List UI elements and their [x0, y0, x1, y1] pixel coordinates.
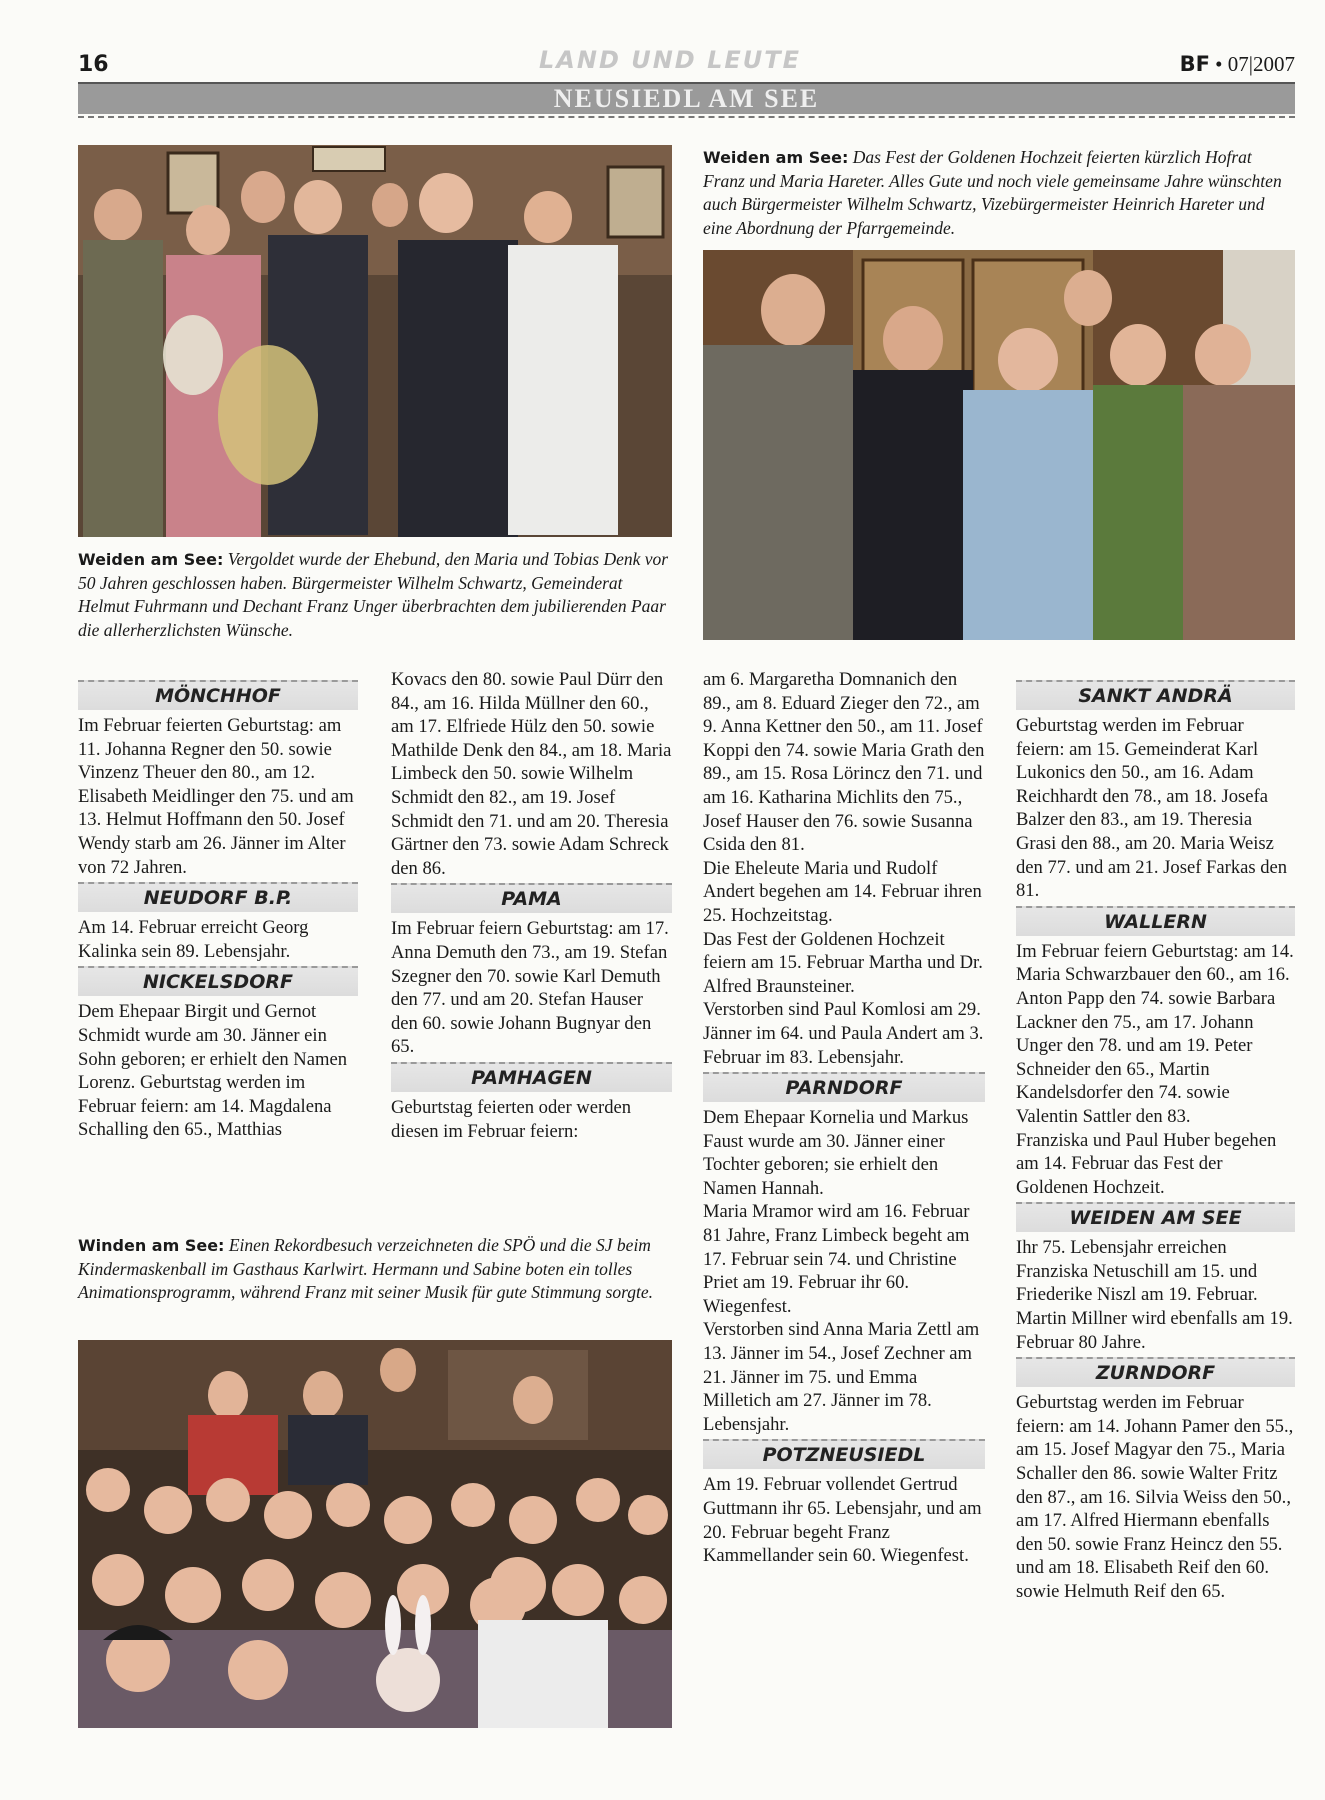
- region-band: [78, 82, 1295, 114]
- heading-moenchhof: MÖNCHHOF: [78, 680, 358, 710]
- header-divider: [78, 116, 1295, 118]
- photo-kindermaskenball: [78, 1340, 672, 1728]
- photo-hareter-golden-wedding: [703, 250, 1295, 640]
- photo-denk-golden-wedding: [78, 145, 672, 537]
- publication-name: BF: [1179, 52, 1210, 76]
- article-potzneusiedl: Am 19. Februar vollendet Gertrud Guttmann ihr 65. Lebensjahr, und am 20. Februar begeht Franz Kammellander sein 60. Wiegenfest.: [703, 1474, 982, 1567]
- section-title: LAND UND LEUTE: [538, 46, 802, 74]
- article-nickelsdorf: Dem Ehepaar Birgit und Gernot Schmidt wurde am 30. Jänner ein Sohn geboren; er erhielt den Namen Lorenz. Geburtstag werden im Februar feiern: am 14. Magdalena Schalling den 65., Matthias: [78, 1001, 348, 1141]
- heading-potzneusiedl: POTZNEUSIEDL: [703, 1439, 985, 1469]
- article-pamhagen-continued-1: am 6. Margaretha Domnanich den 89., am 8. Eduard Zieger den 72., am 9. Anna Kettner den 50., am 11. Josef Koppi den 74. sowie Maria Grath den 89., am 15. Rosa Lörincz den 71. und am 16. Katharina Michlits den 75., Josef Hauser den 76. sowie Susanna Csida den 81.: [703, 669, 985, 856]
- column-4: [1016, 677, 1295, 1604]
- issue-label: BF • 07|2007: [1179, 52, 1295, 76]
- article-wallern-2: Franziska und Paul Huber begehen am 14. Februar das Fest der Goldenen Hochzeit.: [1016, 1129, 1277, 1198]
- article-parndorf-1: Dem Ehepaar Kornelia und Markus Faust wurde am 30. Jänner einer Tochter geboren; sie erhielt den Namen Hannah.: [703, 1107, 969, 1199]
- caption-text: Einen Rekordbesuch verzeichneten die SPÖ und die SJ beim Kindermaskenball im Gasthaus Karlwirt. Hermann und Sabine boten ein tolles Animationsprogramm, während Franz mit seiner Musik für gute Stimmung sorgte.: [78, 1235, 654, 1302]
- heading-sankt-andrae: SANKT ANDRÄ: [1016, 680, 1295, 710]
- caption-text: Vergoldet wurde der Ehebund, den Maria und Tobias Denk vor 50 Jahren geschlossen haben. Bürgermeister Wilhelm Schwartz, Gemeinderat Helmut Fuhrmann und Dechant Franz Unger überbrachten dem jubilierenden Paar die allerherzlichsten Wünsche.: [78, 549, 669, 640]
- article-pamhagen: Geburtstag feierten oder werden diesen im Februar feiern:: [391, 1096, 632, 1142]
- heading-pama: PAMA: [391, 883, 672, 913]
- article-pamhagen-continued-4: Verstorben sind Paul Komlosi am 29. Jänner im 64. und Paula Andert am 3. Februar im 83. Lebensjahr.: [703, 999, 984, 1068]
- issue-number: 07|2007: [1227, 52, 1295, 76]
- article-moenchhof: Im Februar feierten Geburtstag: am 11. Johanna Regner den 50. sowie Vinzenz Theuer den 80., am 12. Elisabeth Meidlinger den 75. und am 13. Helmut Hoffmann den 50. Josef Wendy starb am 26. Jänner im Alter von 72 Jahren.: [78, 715, 354, 878]
- heading-zurndorf: ZURNDORF: [1016, 1357, 1295, 1387]
- article-wallern-1: Im Februar feiern Geburtstag: am 14. Maria Schwarzbauer den 60., am 16. Anton Papp den 74. sowie Barbara Lackner den 75., am 17. Johann Unger den 78. und am 19. Peter Schneider den 65., Martin Kandelsdorfer den 74. sowie Valentin Sattler den 83.: [1016, 940, 1294, 1127]
- column-2: [391, 668, 672, 1143]
- heading-weiden: WEIDEN AM SEE: [1016, 1202, 1295, 1232]
- article-parndorf-3: Verstorben sind Anna Maria Zettl am 13. Jänner im 54., Josef Zechner am 21. Jänner im 75. und Emma Milletich am 27. Jänner im 78. Lebensjahr.: [703, 1319, 980, 1435]
- column-3: [703, 668, 985, 1568]
- caption-text: Das Fest der Goldenen Hochzeit feierten kürzlich Hofrat Franz und Maria Hareter. Alles Gute und noch viele gemeinsame Jahre wünschten auch Bürgermeister Wilhelm Schwartz, Vizebürgermeister Heinrich Hareter und eine Abordnung der Pfarrgemeinde.: [703, 147, 1282, 238]
- caption-hareter: [703, 146, 1295, 240]
- heading-neudorf: NEUDORF B.P.: [78, 882, 358, 912]
- region-title: NEUSIEDL AM SEE: [553, 84, 820, 113]
- article-sankt-andrae: Geburtstag werden im Februar feiern: am 15. Gemeinderat Karl Lukonics den 50., am 16. Adam Reichhardt den 78., am 18. Josefa Balzer den 83., am 19. Theresia Grasi den 88., am 20. Maria Weisz den 77. und am 21. Josef Farkas den 81.: [1016, 715, 1288, 902]
- caption-place: Winden am See:: [78, 1236, 225, 1255]
- caption-maskenball: [78, 1234, 672, 1305]
- caption-place: Weiden am See:: [703, 148, 849, 167]
- heading-parndorf: PARNDORF: [703, 1072, 985, 1102]
- article-pamhagen-continued-2: Die Eheleute Maria und Rudolf Andert begehen am 14. Februar ihren 25. Hochzeitstag.: [703, 857, 982, 926]
- article-zurndorf: Geburtstag werden im Februar feiern: am 14. Johann Pamer den 55., am 15. Josef Magyar den 75., Maria Schaller den 86. sowie Walter Fritz den 87., am 16. Silvia Weiss den 50., am 17. Alfred Hiermann ebenfalls den 50. sowie Franz Heincz den 55. und am 18. Elisabeth Reif den 60. sowie Helmuth Reif den 65.: [1016, 1392, 1294, 1602]
- article-neudorf: Am 14. Februar erreicht Georg Kalinka sein 89. Lebensjahr.: [78, 917, 309, 962]
- article-nickelsdorf-continued: Kovacs den 80. sowie Paul Dürr den 84., am 16. Hilda Müllner den 60., am 17. Elfriede Hülz den 50. sowie Mathilde Denk den 84., am 18. Maria Limbeck den 50. sowie Wilhelm Schmidt den 82., am 19. Josef Schmidt den 71. und am 20. Theresia Gärtner den 73. sowie Adam Schreck den 86.: [391, 669, 672, 879]
- article-parndorf-2: Maria Mramor wird am 16. Februar 81 Jahre, Franz Limbeck begeht am 17. Februar sein 74. und Christine Priet am 19. Februar ihr 60. Wiegenfest.: [703, 1201, 970, 1317]
- article-weiden: Ihr 75. Lebensjahr erreichen Franziska Netuschill am 15. und Friederike Niszl am 19. Februar. Martin Millner wird ebenfalls am 19. Februar 80 Jahre.: [1016, 1237, 1293, 1353]
- heading-pamhagen: PAMHAGEN: [391, 1062, 672, 1092]
- article-pama: Im Februar feiern Geburtstag: am 17. Anna Demuth den 73., am 19. Stefan Szegner den 70. sowie Karl Demuth den 77. und am 20. Stefan Hauser den 60. sowie Johann Bugnyar den 65.: [391, 918, 669, 1058]
- caption-place: Weiden am See:: [78, 550, 224, 569]
- article-pamhagen-continued-3: Das Fest der Goldenen Hochzeit feiern am 15. Februar Martha und Dr. Alfred Braunsteiner.: [703, 928, 983, 997]
- page-number: 16: [78, 52, 109, 77]
- caption-denk: [78, 548, 672, 642]
- column-1: [78, 677, 358, 1142]
- heading-wallern: WALLERN: [1016, 906, 1295, 936]
- heading-nickelsdorf: NICKELSDORF: [78, 966, 358, 996]
